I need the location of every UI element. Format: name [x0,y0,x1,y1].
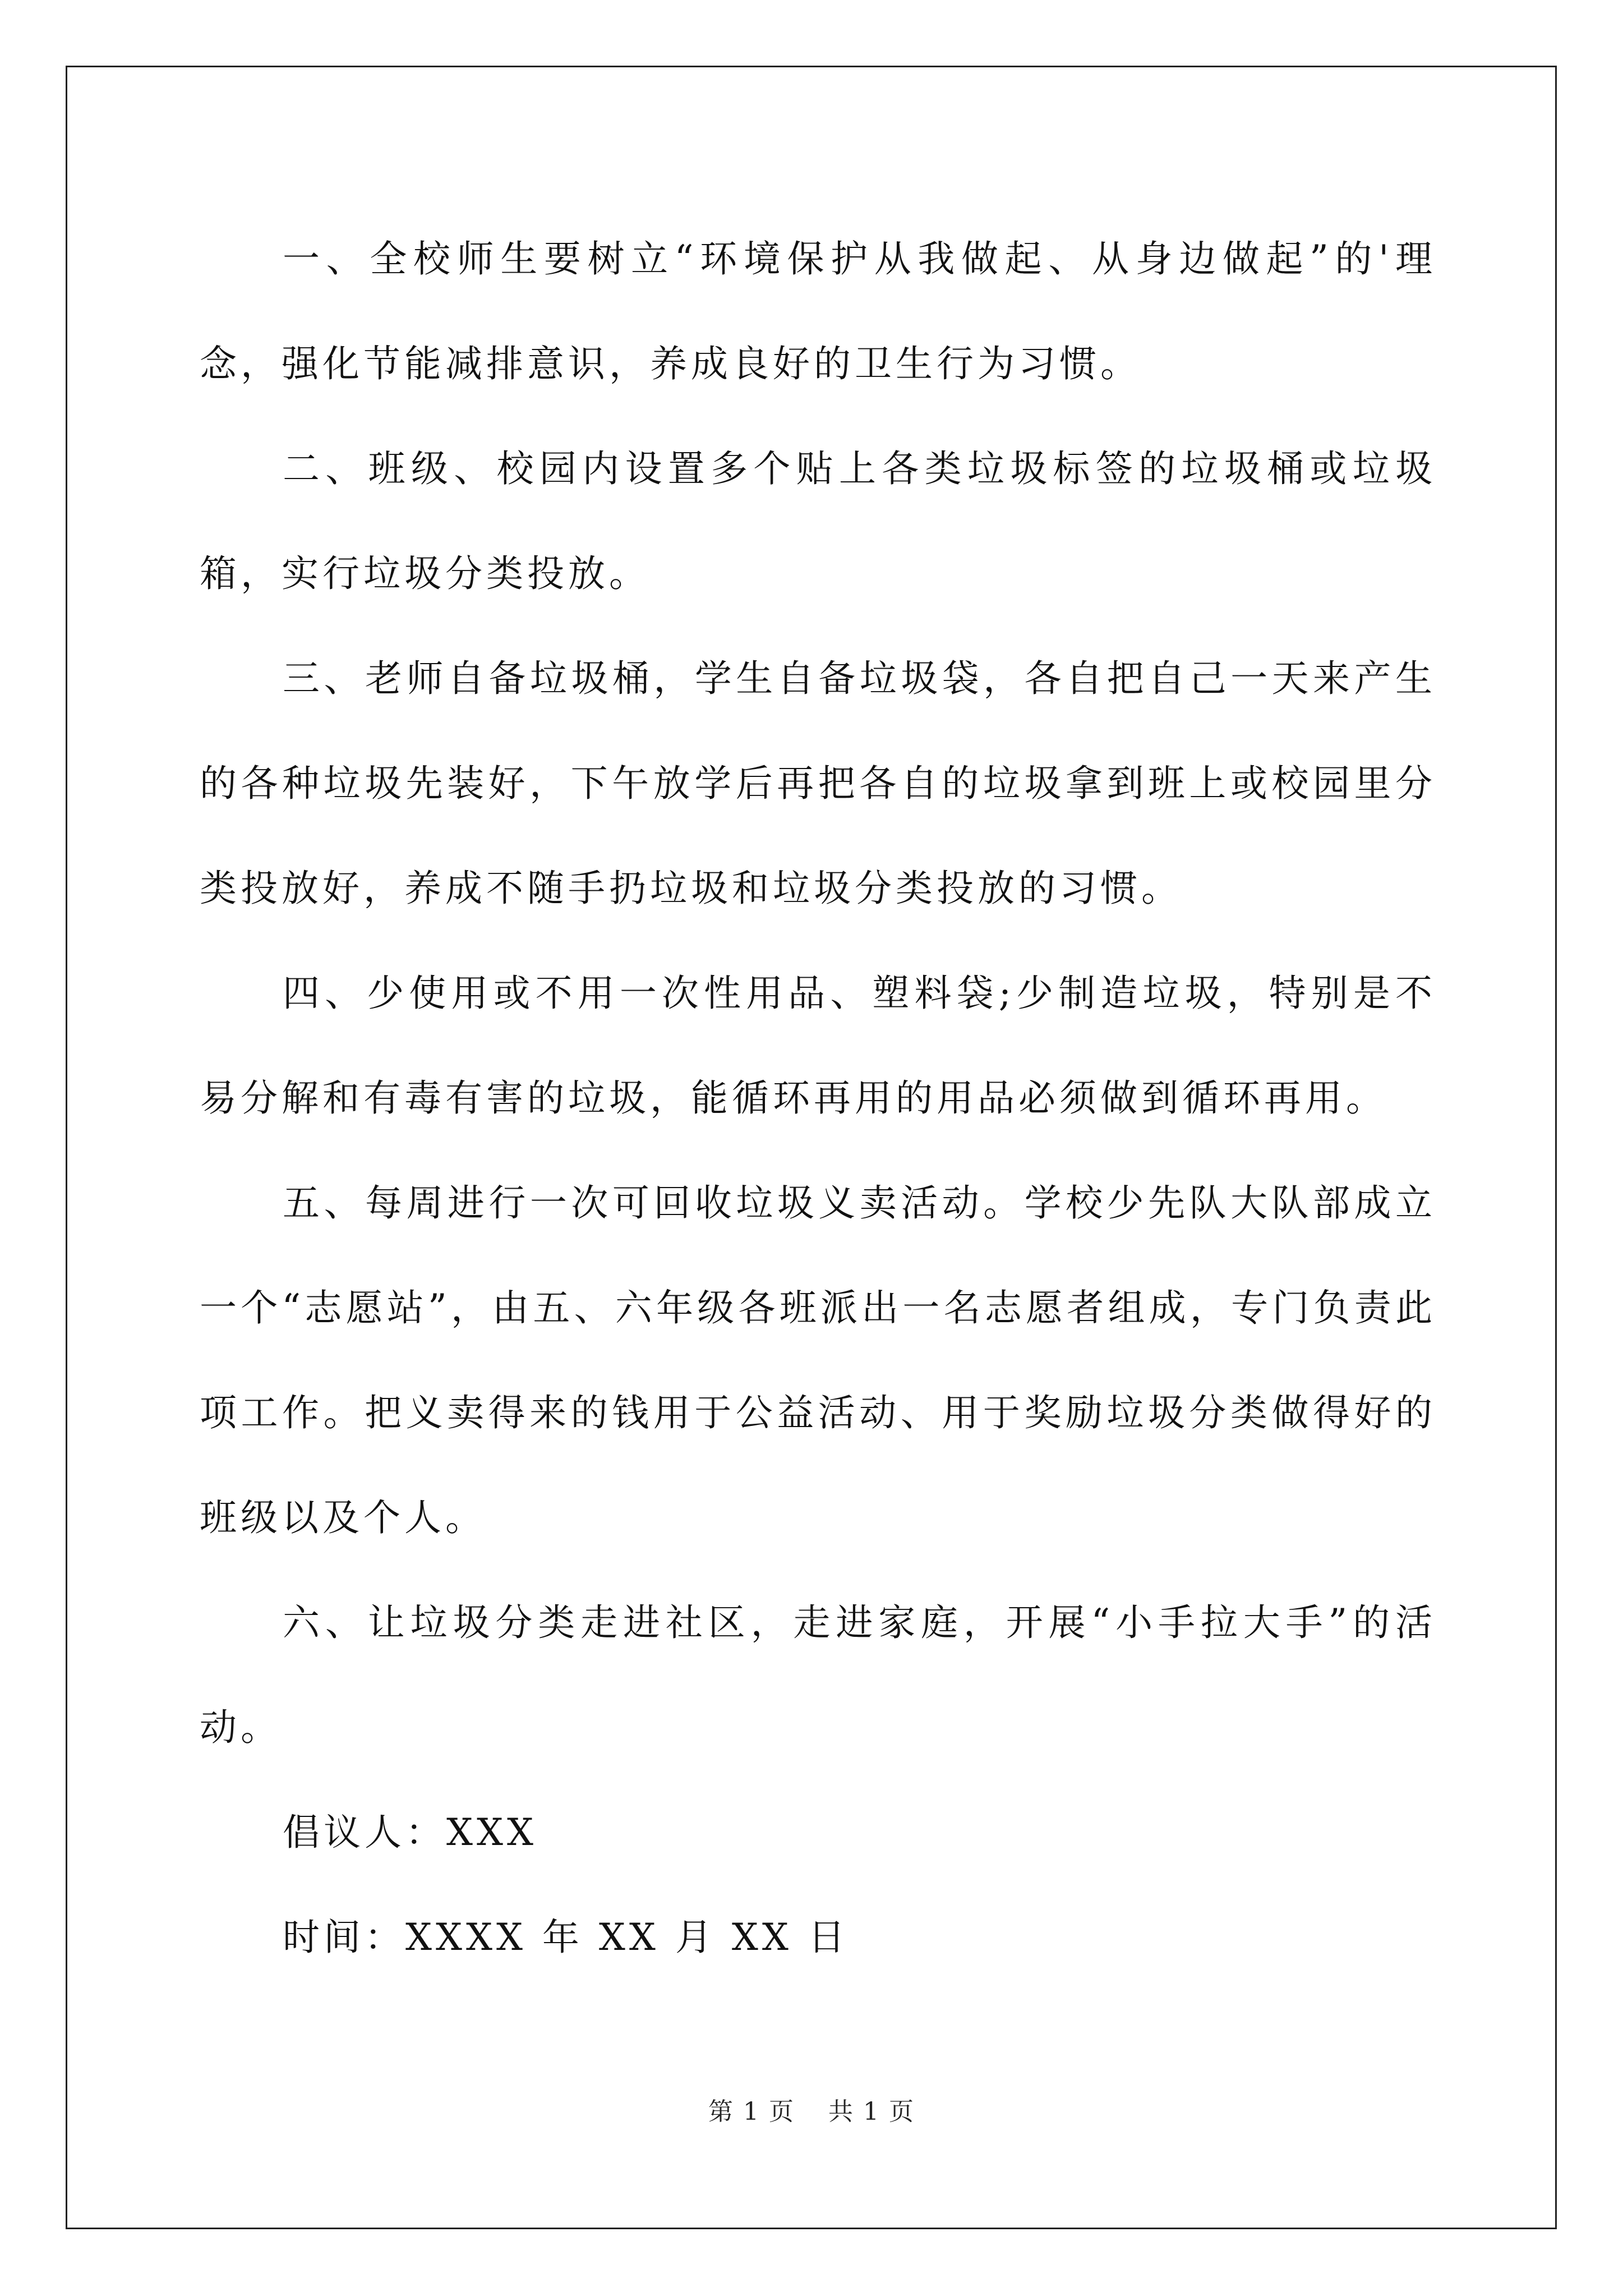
paragraph-3: 三、老师自备垃圾桶，学生自备垃圾袋，各自把自己一天来产生的各种垃圾先装好，下午放学后再把各自的垃圾拿到班上或校园里分类投放好，养成不随手扔垃圾和垃圾分类投放的习惯。 [200,657,1436,910]
paragraph-1: 一、全校师生要树立“环境保护从我做起、从身边做起”的'理念，强化节能减排意识，养成良好的卫生行为习惯。 [200,237,1436,385]
document-body [200,206,1436,1990]
paragraph-6: 六、让垃圾分类走进社区，走进家庭，开展“小手拉大手”的活动。 [200,1601,1436,1749]
paragraph-5: 五、每周进行一次可回收垃圾义卖活动。学校少先队大队部成立一个“志愿站”，由五、六年级各班派出一名志愿者组成，专门负责此项工作。把义卖得来的钱用于公益活动、用于奖励垃圾分类做得好的班级以及个人。 [200,1181,1436,1539]
date-line: 时间：XXXX 年 XX 月 XX 日 [283,1916,849,1959]
paragraph-2: 二、班级、校园内设置多个贴上各类垃圾标签的垃圾桶或垃圾箱，实行垃圾分类投放。 [200,447,1436,595]
page-number-current: 第 1 页 [708,2097,795,2126]
proposer-line: 倡议人：XXX [283,1811,537,1854]
page-footer [0,2091,1623,2127]
paragraph-4: 四、少使用或不用一次性用品、塑料袋;少制造垃圾，特别是不易分解和有毒有害的垃圾，能循环再用的用品必须做到循环再用。 [200,972,1436,1120]
page-number-total: 共 1 页 [828,2097,915,2126]
